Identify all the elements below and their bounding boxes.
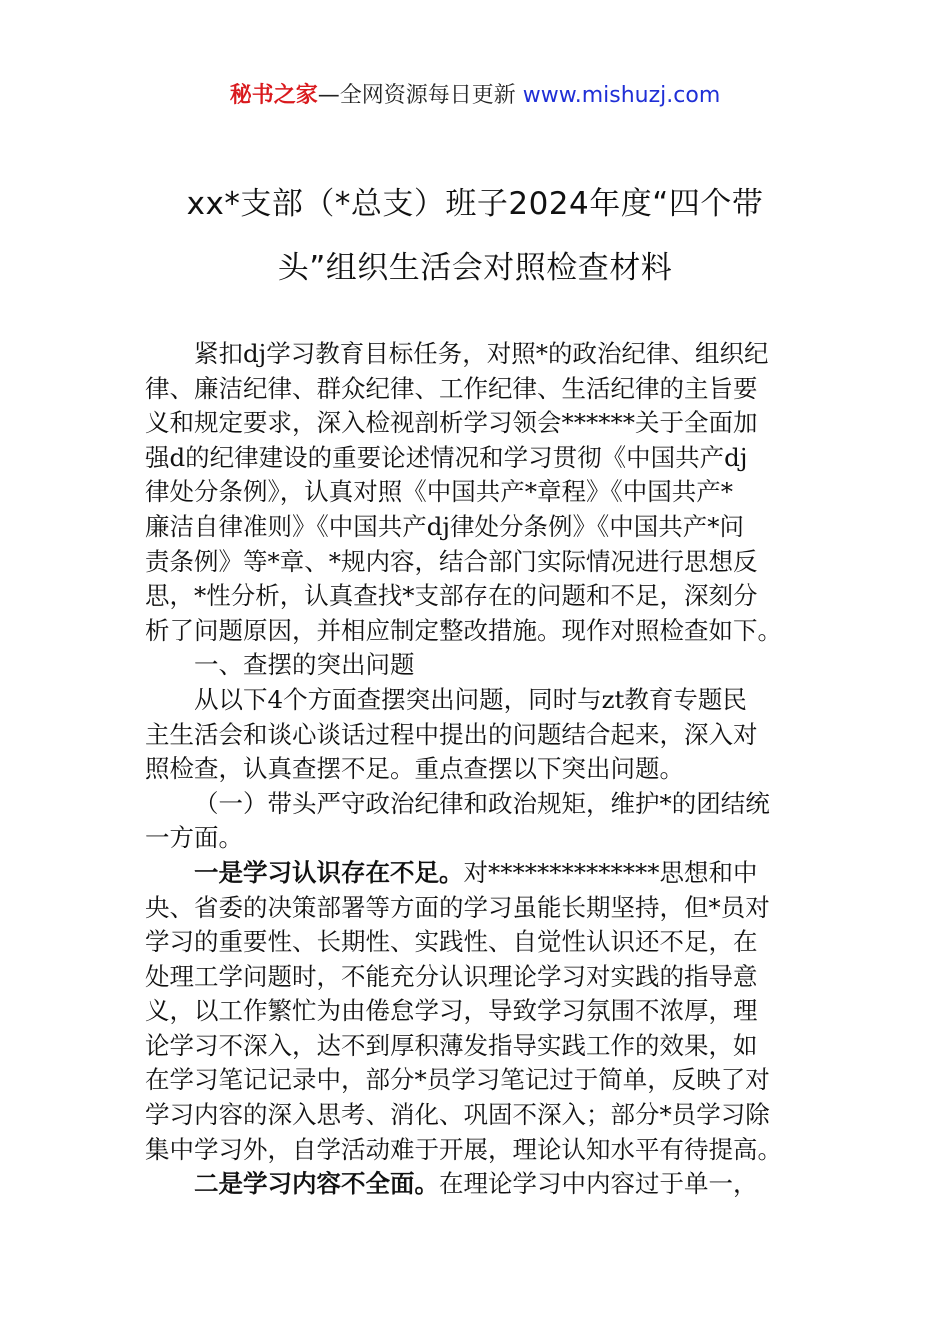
body-line — [145, 856, 810, 891]
line-text: 论学习不深入，达不到厚积薄发指导实践工作的效果，如 — [145, 1030, 758, 1060]
title-line: 头”组织生活会对照检查材料 — [277, 250, 673, 286]
body-line — [145, 1029, 810, 1064]
line-text: 义和规定要求，深入检视剖析学习领会******关于全面加 — [145, 408, 758, 438]
body-line — [145, 1063, 810, 1098]
line-text: 律处分条例》，认真对照《中国共产*章程》《中国共产* — [145, 477, 733, 507]
body-line — [145, 891, 810, 926]
body-line — [145, 475, 810, 510]
body-line — [145, 337, 810, 372]
line-text: 思，*性分析，认真查找*支部存在的问题和不足，深刻分 — [145, 581, 758, 611]
line-text: 学习内容的深入思考、消化、巩固不深入；部分*员学习除 — [145, 1100, 770, 1130]
body-line — [145, 579, 810, 614]
line-text: 紧扣dj学习教育目标任务，对照*的政治纪律、组织纪 — [194, 339, 769, 368]
line-text: 强d的纪律建设的重要论述情况和学习贯彻《中国共产dj — [145, 442, 748, 472]
body-line — [145, 787, 810, 822]
line-text: 主生活会和谈心谈话过程中提出的问题结合起来，深入对 — [145, 719, 758, 749]
line-text: 律、廉洁纪律、群众纪律、工作纪律、生活纪律的主旨要 — [145, 373, 758, 403]
body-line — [145, 994, 810, 1029]
line-text: 照检查，认真查摆不足。重点查摆以下突出问题。 — [145, 754, 684, 784]
body-line — [145, 614, 810, 649]
body-line — [145, 718, 810, 753]
line-text: 析了问题原因，并相应制定整改措施。现作对照检查如下。 — [145, 615, 782, 645]
line-text: 在学习笔记记录中，部分*员学习笔记过于简单，反映了对 — [145, 1065, 770, 1095]
document-body — [145, 337, 810, 1202]
title-line: xx*支部（*总支）班子2024年度“四个带 — [186, 186, 764, 222]
body-line — [145, 406, 810, 441]
body-line — [145, 510, 810, 545]
line-text: （一）带头严守政治纪律和政治规矩，维护*的团结统 — [194, 788, 770, 818]
line-text: 责条例》等*章、*规内容，结合部门实际情况进行思想反 — [145, 546, 758, 576]
line-text: 一、查摆的突出问题 — [194, 650, 415, 680]
body-line — [145, 372, 810, 407]
line-text: 在理论学习中内容过于单一， — [439, 1169, 758, 1199]
line-text: 处理工学问题时，不能充分认识理论学习对实践的指导意 — [145, 961, 758, 991]
body-line — [145, 441, 810, 476]
body-line — [145, 648, 810, 683]
document-title — [145, 172, 805, 300]
line-text: 一方面。 — [145, 823, 243, 853]
line-text: 对**************思想和中 — [463, 857, 758, 887]
site-header — [0, 80, 950, 112]
site-url[interactable]: www.mishuzj.com — [522, 83, 721, 108]
brand-name: 秘书之家 — [229, 83, 318, 108]
body-line — [145, 1133, 810, 1168]
body-line — [145, 545, 810, 580]
bold-lead: 一是学习认识存在不足。 — [194, 857, 464, 887]
header-tagline: —全网资源每日更新 — [317, 83, 523, 108]
line-text: 学习的重要性、长期性、实践性、自觉性认识还不足，在 — [145, 927, 758, 957]
body-line — [145, 821, 810, 856]
line-text: 央、省委的决策部署等方面的学习虽能长期坚持，但*员对 — [145, 892, 770, 922]
body-line — [145, 683, 810, 718]
body-line — [145, 1167, 810, 1202]
body-line — [145, 925, 810, 960]
body-line — [145, 752, 810, 787]
line-text: 廉洁自律准则》《中国共产dj律处分条例》《中国共产*问 — [145, 511, 745, 541]
bold-lead: 二是学习内容不全面。 — [194, 1169, 439, 1199]
line-text: 义，以工作繁忙为由倦怠学习，导致学习氛围不浓厚，理 — [145, 996, 758, 1026]
body-line — [145, 960, 810, 995]
line-text: 从以下4个方面查摆突出问题，同时与zt教育专题民 — [194, 684, 747, 714]
line-text: 集中学习外，自学活动难于开展，理论认知水平有待提高。 — [145, 1134, 782, 1164]
body-line — [145, 1098, 810, 1133]
